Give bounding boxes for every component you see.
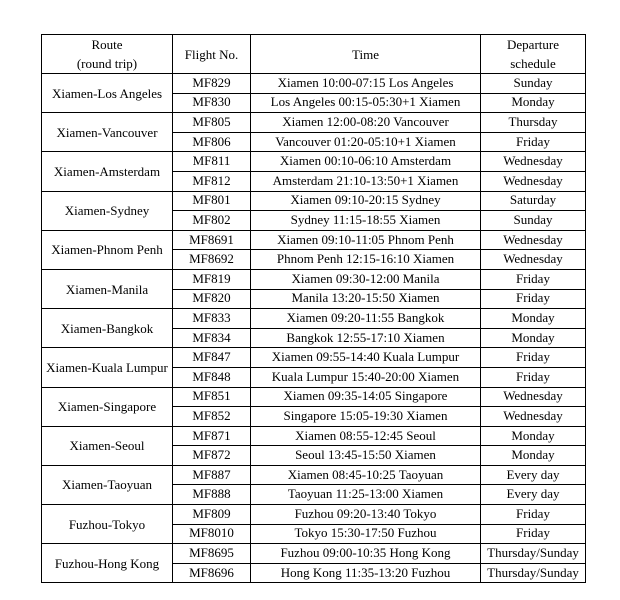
flight-number-cell: MF819 [173,269,251,289]
departure-schedule-cell: Monday [481,426,586,446]
flight-schedule-table [41,34,586,583]
flight-number-cell: MF805 [173,113,251,133]
departure-schedule-cell: Saturday [481,191,586,211]
table-row [42,152,586,172]
route-cell: Xiamen-Manila [42,269,173,308]
departure-schedule-cell: Wednesday [481,171,586,191]
departure-schedule-cell: Thursday [481,113,586,133]
flight-time-cell: Vancouver 01:20-05:10+1 Xiamen [251,132,481,152]
flight-time-cell: Xiamen 00:10-06:10 Amsterdam [251,152,481,172]
table-header [42,35,586,74]
table-row [42,74,586,94]
flight-number-cell: MF887 [173,465,251,485]
flight-number-cell: MF848 [173,367,251,387]
departure-schedule-cell: Friday [481,269,586,289]
flight-number-cell: MF851 [173,387,251,407]
table-row [42,348,586,368]
route-cell: Xiamen-Los Angeles [42,74,173,113]
flight-time-cell: Los Angeles 00:15-05:30+1 Xiamen [251,93,481,113]
flight-number-cell: MF801 [173,191,251,211]
flight-time-cell: Sydney 11:15-18:55 Xiamen [251,211,481,231]
departure-header-line1: Departure [507,37,559,52]
flight-number-cell: MF809 [173,505,251,525]
flight-time-cell: Manila 13:20-15:50 Xiamen [251,289,481,309]
flight-number-cell: MF806 [173,132,251,152]
departure-schedule-cell: Sunday [481,74,586,94]
table-row [42,505,586,525]
departure-schedule-cell: Monday [481,446,586,466]
flight-time-cell: Fuzhou 09:00-10:35 Hong Kong [251,544,481,564]
route-cell: Xiamen-Phnom Penh [42,230,173,269]
flight-time-cell: Xiamen 08:55-12:45 Seoul [251,426,481,446]
flight-time-cell: Tokyo 15:30-17:50 Fuzhou [251,524,481,544]
flight-time-cell: Xiamen 09:20-11:55 Bangkok [251,309,481,329]
flight-number-cell: MF834 [173,328,251,348]
flight-time-cell: Bangkok 12:55-17:10 Xiamen [251,328,481,348]
flight-time-cell: Xiamen 08:45-10:25 Taoyuan [251,465,481,485]
departure-schedule-cell: Friday [481,289,586,309]
departure-schedule-cell: Monday [481,328,586,348]
departure-schedule-cell: Every day [481,465,586,485]
header-row [42,35,586,74]
time-header: Time [251,35,481,74]
flight-time-cell: Singapore 15:05-19:30 Xiamen [251,407,481,427]
departure-schedule-cell: Sunday [481,211,586,231]
flight-no-header: Flight No. [173,35,251,74]
route-cell: Xiamen-Seoul [42,426,173,465]
departure-schedule-cell: Friday [481,505,586,525]
flight-time-cell: Xiamen 09:55-14:40 Kuala Lumpur [251,348,481,368]
table-row [42,309,586,329]
flight-number-cell: MF8010 [173,524,251,544]
table-row [42,465,586,485]
flight-time-cell: Xiamen 09:10-11:05 Phnom Penh [251,230,481,250]
flight-number-cell: MF8692 [173,250,251,270]
route-cell: Xiamen-Vancouver [42,113,173,152]
route-header [42,35,173,74]
flight-number-cell: MF8691 [173,230,251,250]
route-cell: Xiamen-Kuala Lumpur [42,348,173,387]
flight-time-cell: Taoyuan 11:25-13:00 Xiamen [251,485,481,505]
departure-schedule-cell: Wednesday [481,152,586,172]
route-cell: Xiamen-Amsterdam [42,152,173,191]
departure-schedule-cell: Thursday/Sunday [481,544,586,564]
table-body [42,74,586,583]
flight-number-cell: MF872 [173,446,251,466]
departure-schedule-cell: Monday [481,93,586,113]
route-cell: Fuzhou-Tokyo [42,505,173,544]
departure-schedule-header [481,35,586,74]
departure-schedule-cell: Wednesday [481,250,586,270]
flight-time-cell: Xiamen 09:30-12:00 Manila [251,269,481,289]
flight-time-cell: Kuala Lumpur 15:40-20:00 Xiamen [251,367,481,387]
flight-number-cell: MF8696 [173,563,251,583]
departure-header-line2: schedule [510,56,556,71]
route-header-line1: Route [91,37,123,52]
departure-schedule-cell: Friday [481,524,586,544]
flight-number-cell: MF802 [173,211,251,231]
flight-time-cell: Phnom Penh 12:15-16:10 Xiamen [251,250,481,270]
table-row [42,426,586,446]
route-cell: Xiamen-Singapore [42,387,173,426]
flight-number-cell: MF847 [173,348,251,368]
table-row [42,544,586,564]
route-header-line2: (round trip) [76,56,138,71]
flight-time-cell: Fuzhou 09:20-13:40 Tokyo [251,505,481,525]
departure-schedule-cell: Wednesday [481,230,586,250]
flight-number-cell: MF811 [173,152,251,172]
flight-number-cell: MF830 [173,93,251,113]
flight-number-cell: MF852 [173,407,251,427]
flight-time-cell: Hong Kong 11:35-13:20 Fuzhou [251,563,481,583]
flight-time-cell: Seoul 13:45-15:50 Xiamen [251,446,481,466]
flight-time-cell: Xiamen 09:35-14:05 Singapore [251,387,481,407]
route-cell: Xiamen-Taoyuan [42,465,173,504]
table-row [42,269,586,289]
flight-number-cell: MF871 [173,426,251,446]
flight-number-cell: MF888 [173,485,251,505]
departure-schedule-cell: Wednesday [481,407,586,427]
route-cell: Xiamen-Sydney [42,191,173,230]
flight-time-cell: Xiamen 12:00-08:20 Vancouver [251,113,481,133]
flight-time-cell: Xiamen 10:00-07:15 Los Angeles [251,74,481,94]
table-row [42,191,586,211]
table-row [42,113,586,133]
table-row [42,230,586,250]
flight-time-cell: Amsterdam 21:10-13:50+1 Xiamen [251,171,481,191]
route-cell: Fuzhou-Hong Kong [42,544,173,583]
departure-schedule-cell: Monday [481,309,586,329]
route-cell: Xiamen-Bangkok [42,309,173,348]
flight-number-cell: MF812 [173,171,251,191]
flight-time-cell: Xiamen 09:10-20:15 Sydney [251,191,481,211]
departure-schedule-cell: Wednesday [481,387,586,407]
departure-schedule-cell: Every day [481,485,586,505]
flight-number-cell: MF833 [173,309,251,329]
departure-schedule-cell: Thursday/Sunday [481,563,586,583]
flight-number-cell: MF829 [173,74,251,94]
table-row [42,387,586,407]
departure-schedule-cell: Friday [481,348,586,368]
departure-schedule-cell: Friday [481,132,586,152]
flight-number-cell: MF8695 [173,544,251,564]
departure-schedule-cell: Friday [481,367,586,387]
flight-number-cell: MF820 [173,289,251,309]
